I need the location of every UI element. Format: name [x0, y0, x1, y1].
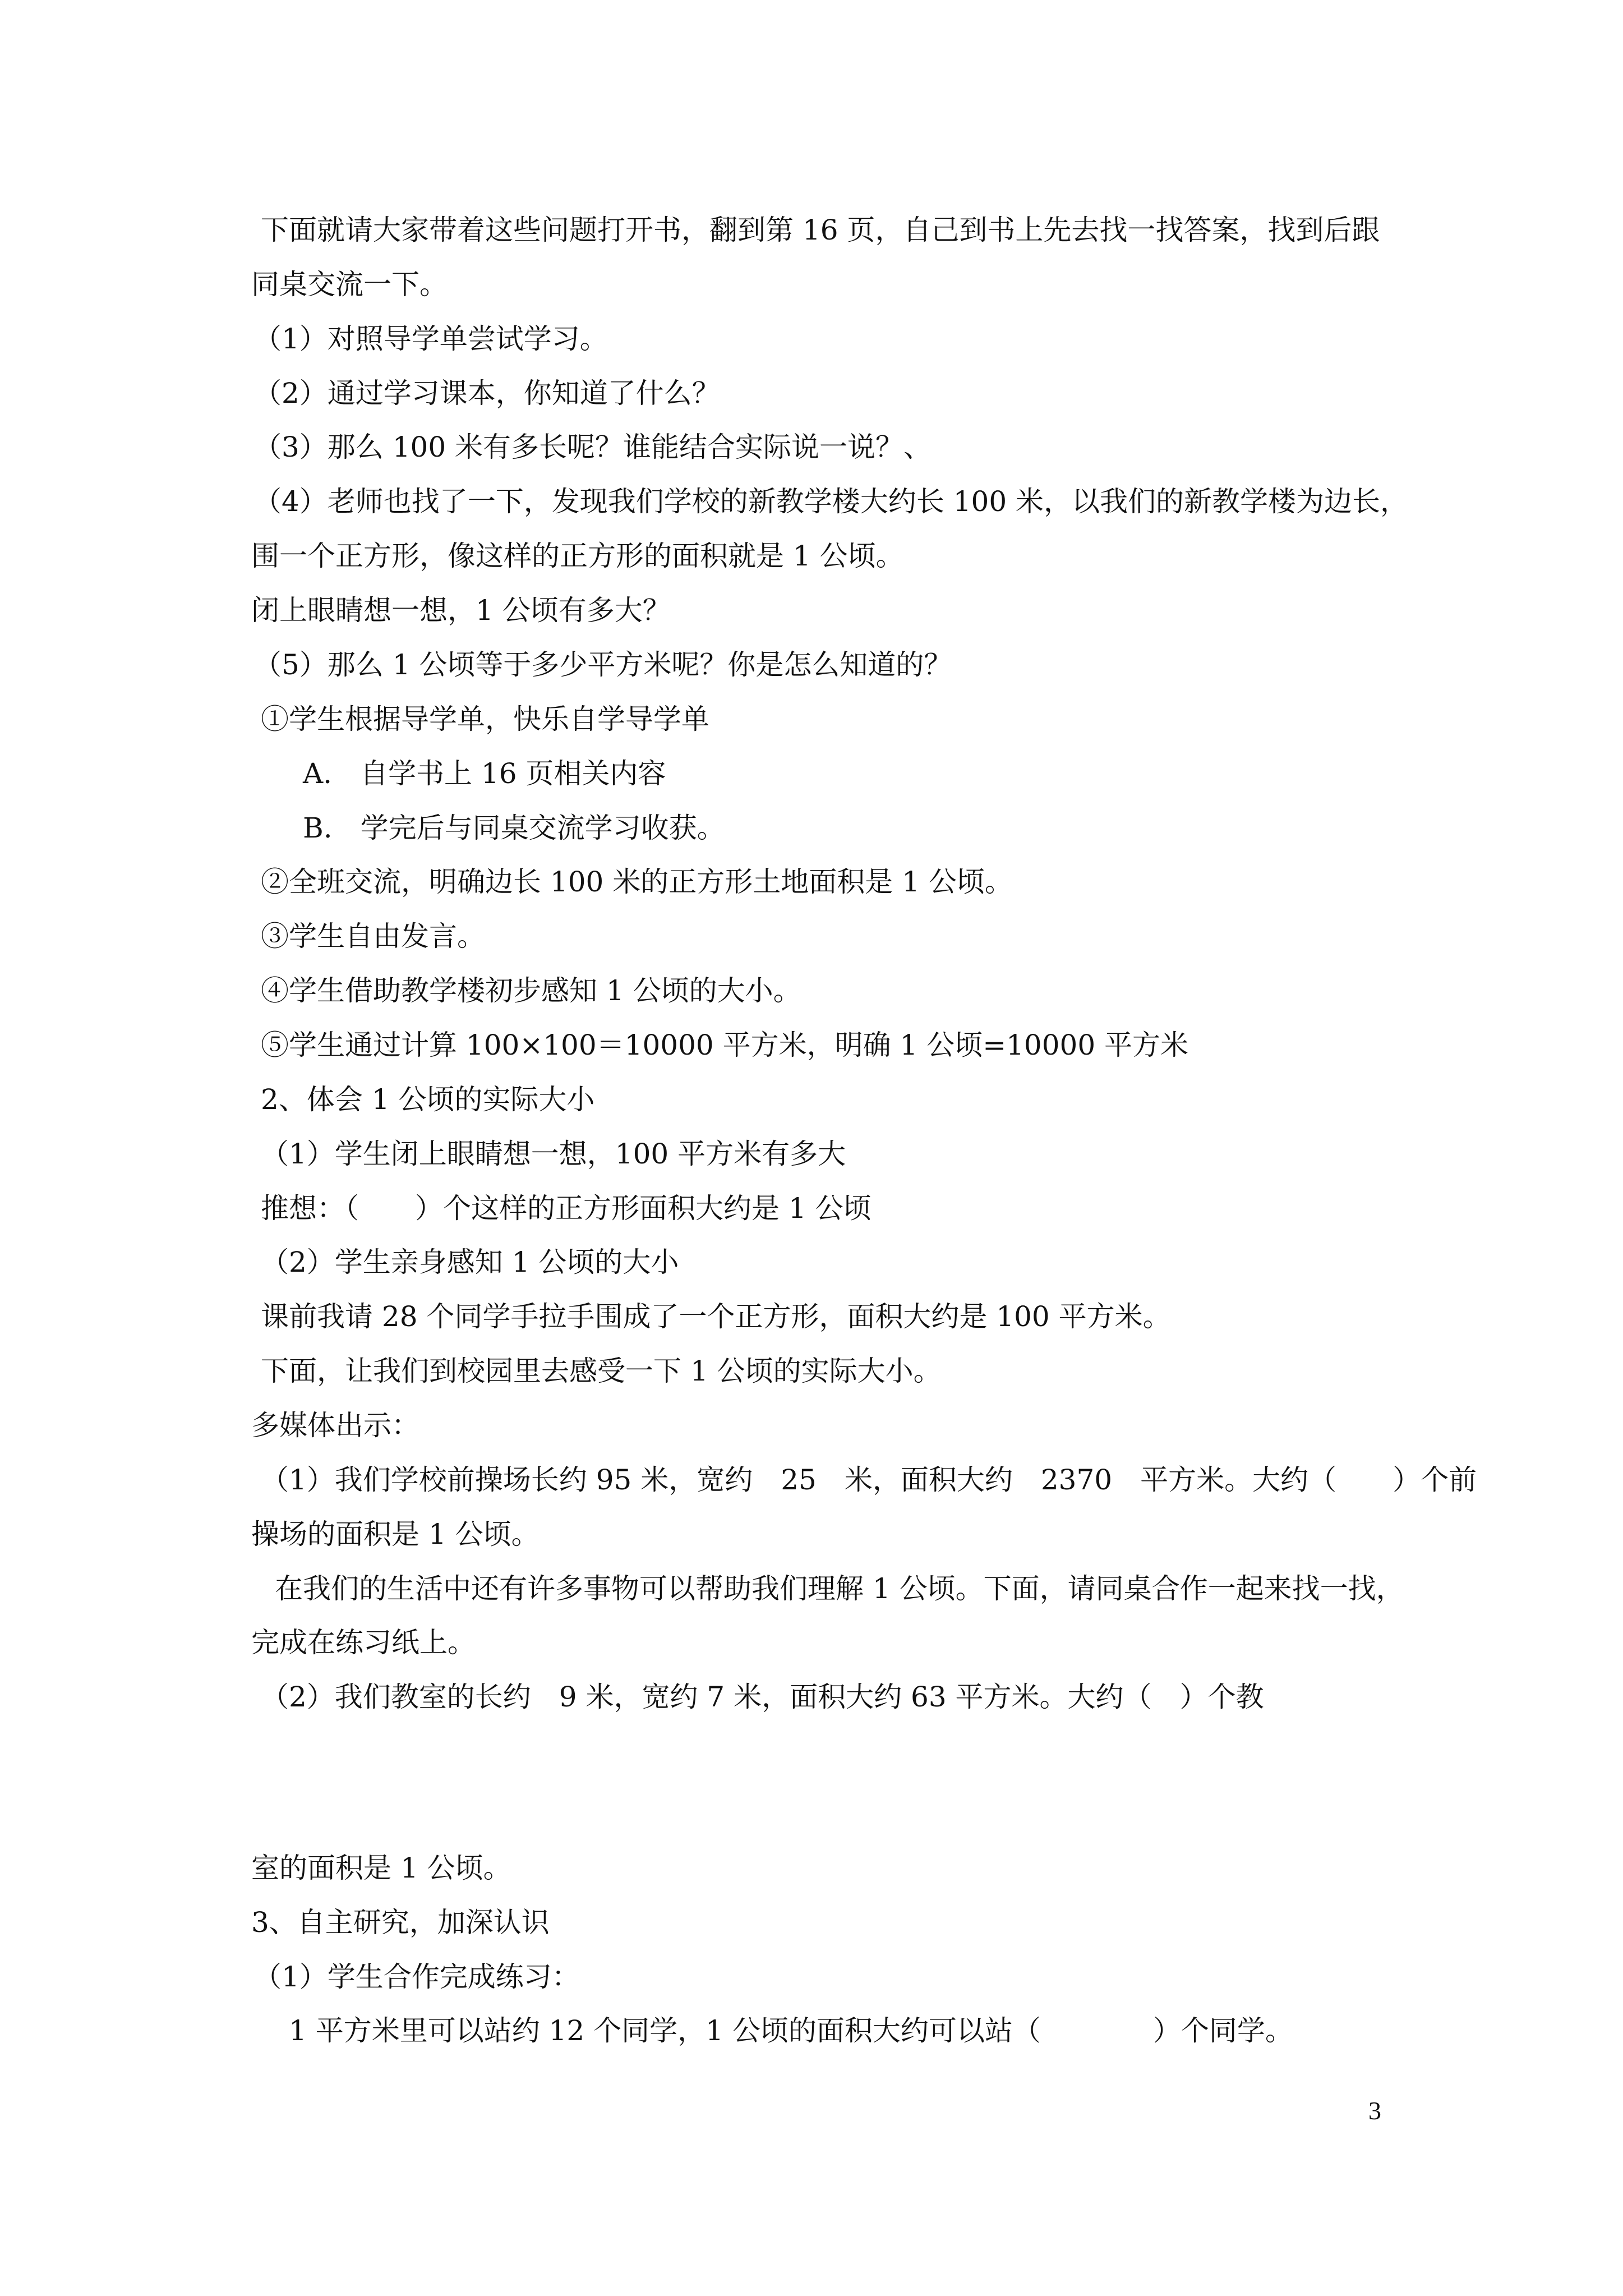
text-line: 在我们的生活中还有许多事物可以帮助我们理解 1 公顷。下面，请同桌合作一起来找一找， [275, 1572, 1404, 1605]
text-line: A. 自学书上 16 页相关内容 [303, 757, 666, 790]
text-line: （2）通过学习课本，你知道了什么？ [253, 377, 720, 409]
text-line: 多媒体出示： [251, 1409, 419, 1442]
text-line: 3、自主研究，加深认识 [251, 1906, 550, 1939]
text-line: ②全班交流，明确边长 100 米的正方形土地面积是 1 公顷。 [261, 866, 1013, 898]
text-line: 推想：（ ）个这样的正方形面积大约是 1 公顷 [261, 1192, 872, 1225]
text-line: （3）那么 100 米有多长呢？谁能结合实际说一说？、 [253, 431, 932, 463]
text-line: ④学生借助教学楼初步感知 1 公顷的大小。 [261, 974, 801, 1007]
text-line: （1）我们学校前操场长约 95 米，宽约 25 米，面积大约 2370 平方米。大约（ ）个前 [261, 1464, 1477, 1496]
text-line: 下面，让我们到校园里去感受一下 1 公顷的实际大小。 [261, 1355, 942, 1387]
text-line: ⑤学生通过计算 100×100＝10000 平方米，明确 1 公顷=10000 平方米 [261, 1029, 1189, 1061]
text-line: （1）对照导学单尝试学习。 [253, 323, 608, 355]
text-line: B. 学完后与同桌交流学习收获。 [303, 812, 725, 844]
text-line: 下面就请大家带着这些问题打开书，翻到第 16 页，自己到书上先去找一找答案，找到后跟 [261, 214, 1380, 246]
text-line: 操场的面积是 1 公顷。 [251, 1518, 540, 1550]
page-number: 3 [1368, 2096, 1381, 2125]
text-line: 课前我请 28 个同学手拉手围成了一个正方形，面积大约是 100 平方米。 [261, 1300, 1171, 1333]
text-line: 2、体会 1 公顷的实际大小 [261, 1083, 595, 1116]
text-line: （5）那么 1 公顷等于多少平方米呢？你是怎么知道的？ [253, 648, 952, 681]
text-line: 室的面积是 1 公顷。 [251, 1852, 511, 1884]
text-line: （4）老师也找了一下，发现我们学校的新教学楼大约长 100 米，以我们的新教学楼为边长， [253, 485, 1409, 518]
text-line: （2）我们教室的长约 9 米，宽约 7 米，面积大约 63 平方米。大约（ ）个教 [261, 1681, 1264, 1713]
text-line: 1 平方米里可以站约 12 个同学，1 公顷的面积大约可以站（ ）个同学。 [289, 2014, 1293, 2047]
text-line: （1）学生合作完成练习： [253, 1961, 580, 1993]
text-line: 同桌交流一下。 [251, 268, 448, 301]
text-line: （2）学生亲身感知 1 公顷的大小 [261, 1246, 679, 1278]
text-line: 围一个正方形，像这样的正方形的面积就是 1 公顷。 [251, 540, 904, 572]
text-line: （1）学生闭上眼睛想一想，100 平方米有多大 [261, 1138, 846, 1170]
text-line: ③学生自由发言。 [261, 920, 485, 953]
text-line: 闭上眼睛想一想，1 公顷有多大？ [251, 594, 671, 627]
text-line: 完成在练习纸上。 [251, 1626, 476, 1659]
text-line: ①学生根据导学单，快乐自学导学单 [261, 703, 709, 735]
